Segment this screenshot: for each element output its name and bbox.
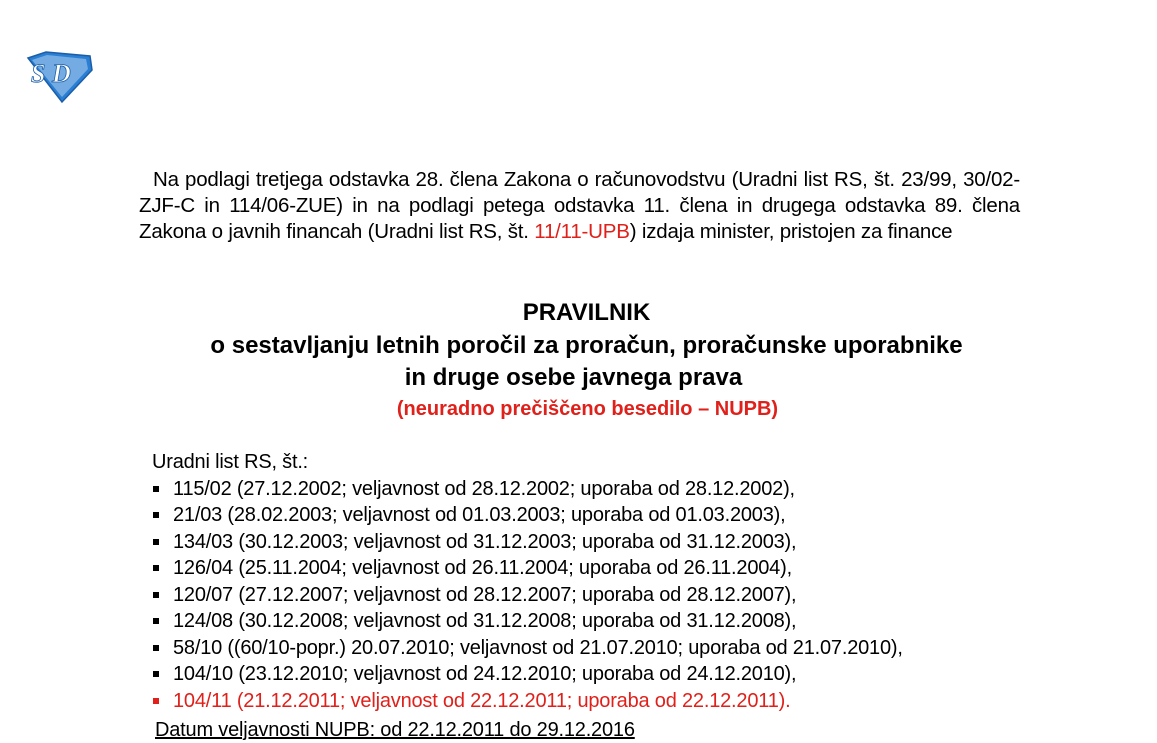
list-item: 134/03 (30.12.2003; veljavnost od 31.12.2003; uporaba od 31.12.2003), bbox=[152, 529, 1052, 556]
sd-logo-icon bbox=[22, 48, 96, 104]
list-item-latest: 104/11 (21.12.2011; veljavnost od 22.12.2011; uporaba od 22.12.2011). bbox=[152, 688, 1052, 715]
intro-text-after: ) izdaja minister, pristojen za finance bbox=[629, 220, 953, 243]
list-item: 21/03 (28.02.2003; veljavnost od 01.03.2003; uporaba od 01.03.2003), bbox=[152, 502, 1052, 529]
intro-highlight: 11/11-UPB bbox=[534, 220, 630, 243]
gazette-label: Uradni list RS, št.: bbox=[152, 451, 309, 473]
intro-text-before: Na podlagi tretjega odstavka 28. člena Zakona o računovodstvu (Uradni list RS, št. 23/99, 30/02-ZJF-C in 114/06-ZUE) in na podlagi petega odstavka 11. člena in drugega odstavka 89. člena Zakona o javnih financah (Uradni list RS, št. bbox=[139, 168, 1020, 243]
validity-date: Datum veljavnosti NUPB: od 22.12.2011 do 29.12.2016 bbox=[155, 719, 635, 741]
list-item: 104/10 (23.12.2010; veljavnost od 24.12.2010; uporaba od 24.12.2010), bbox=[152, 661, 1052, 688]
subtitle-line-2: in druge osebe javnega prava bbox=[404, 364, 743, 391]
list-item: 58/10 ((60/10-popr.) 20.07.2010; veljavnost od 21.07.2010; uporaba od 21.07.2010), bbox=[152, 635, 1052, 662]
unofficial-note: (neuradno prečiščeno besedilo – NUPB) bbox=[396, 398, 779, 420]
gazette-list bbox=[152, 476, 1052, 715]
list-item: 126/04 (25.11.2004; veljavnost od 26.11.2004; uporaba od 26.11.2004), bbox=[152, 555, 1052, 582]
page-title: PRAVILNIK bbox=[522, 299, 651, 326]
subtitle-line-1: o sestavljanju letnih poročil za proračun, proračunske uporabnike bbox=[210, 332, 963, 359]
svg-text:D: D bbox=[52, 59, 71, 88]
list-item: 120/07 (27.12.2007; veljavnost od 28.12.2007; uporaba od 28.12.2007), bbox=[152, 582, 1052, 609]
list-item: 124/08 (30.12.2008; veljavnost od 31.12.2008; uporaba od 31.12.2008), bbox=[152, 608, 1052, 635]
gazette-list-section bbox=[152, 449, 1052, 714]
list-item: 115/02 (27.12.2002; veljavnost od 28.12.2002; uporaba od 28.12.2002), bbox=[152, 476, 1052, 503]
svg-text:S: S bbox=[31, 59, 46, 88]
intro-paragraph bbox=[139, 167, 1020, 245]
